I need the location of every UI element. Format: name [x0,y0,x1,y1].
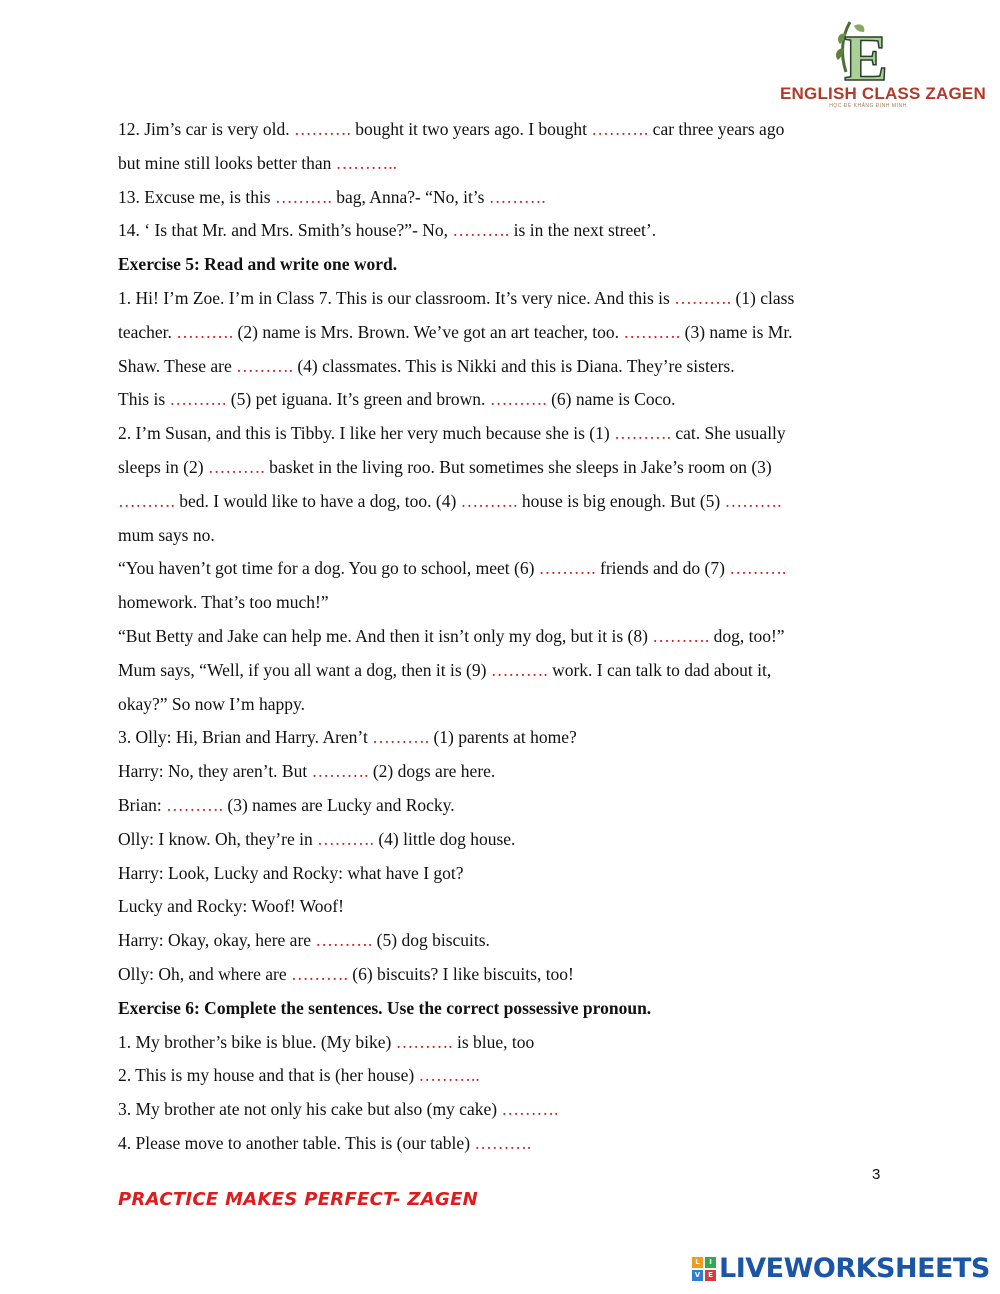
answer-blank[interactable]: ………. [166,794,223,815]
class-logo [780,14,986,110]
line-text: mum says no. [118,524,215,545]
line-text: This is [118,389,170,410]
line-text: 2. I’m Susan, and this is Tibby. I like her very much because she is (1) [118,423,615,444]
text-line [118,1093,888,1127]
line-text: Harry: Look, Lucky and Rocky: what have I got? [118,862,464,883]
line-text: (6) name is Coco. [546,389,676,410]
line-text: bought it two years ago. I bought [350,119,592,139]
line-text: 4. Please move to another table. This is (our table) [118,1132,475,1153]
line-text: Olly: I know. Oh, they’re in [118,828,318,849]
line-text: 1. My brother’s bike is blue. (My bike) [118,1031,396,1052]
line-text: bed. I would like to have a dog, too. (4) [174,490,461,511]
line-text: Harry: Okay, okay, here are [118,930,316,951]
logo-emblem-icon [780,14,956,86]
text-line [118,789,888,823]
answer-blank[interactable]: ………. [452,220,510,241]
text-line [118,282,888,316]
answer-blank[interactable]: ………. [236,355,293,376]
text-line [118,857,888,891]
text-line [118,181,888,215]
text-line [118,1127,888,1161]
line-text: work. I can talk to dad about it, [547,659,772,680]
answer-blank[interactable]: ………. [490,659,548,680]
text-line [118,316,888,350]
liveworksheets-logo-icon: L I V E [692,1257,716,1281]
answer-blank[interactable]: ………. [623,321,681,342]
text-line [118,688,888,722]
answer-blank[interactable]: ………. [275,186,332,207]
text-line [118,721,888,755]
line-text: Mum says, “Well, if you all want a dog, then it is (9) [118,659,491,680]
line-text: house is big enough. But (5) [517,490,725,511]
text-line [118,113,888,147]
line-text: sleeps in (2) [118,456,208,477]
logo-title: ENGLISH CLASS ZAGEN [780,84,986,103]
text-line [118,519,888,553]
answer-blank[interactable]: ………. [293,119,351,139]
text-line [118,924,888,958]
text-line [118,620,888,654]
exercise-heading [118,248,888,282]
answer-blank[interactable]: ……….. [418,1065,480,1086]
line-text: (1) parents at home? [429,727,577,748]
brand-name: LIVEWORKSHEETS [719,1253,990,1284]
line-text: 3. Olly: Hi, Brian and Harry. Aren’t [118,727,373,748]
text-line [118,350,888,384]
answer-blank[interactable]: ………. [460,490,518,511]
answer-blank[interactable]: ………. [395,1031,453,1052]
answer-blank[interactable]: ………. [291,963,348,984]
answer-blank[interactable]: ………. [652,625,710,646]
text-line [118,485,888,519]
line-text: is blue, too [452,1031,535,1052]
text-line [118,1026,888,1060]
text-line [118,417,888,451]
text-line [118,1059,888,1093]
text-line [118,890,888,924]
line-text: Exercise 5: Read and write one word. [118,254,398,275]
answer-blank[interactable]: ………. [674,287,732,308]
answer-blank[interactable]: ……….. [335,152,398,173]
answer-blank[interactable]: ………. [118,490,175,511]
line-text: Exercise 6: Complete the sentences. Use the correct possessive pronoun. [118,997,652,1018]
line-text: friends and do (7) [595,558,730,579]
answer-blank[interactable]: ………. [207,456,265,477]
line-text: Olly: Oh, and where are [118,963,291,984]
answer-blank[interactable]: ………. [538,558,596,579]
line-text: is in the next street’. [509,220,657,241]
line-text: teacher. [118,321,177,342]
logo-subtitle: HỌC ĐỂ KHẲNG ĐỊNH MÌNH [829,103,907,109]
answer-blank[interactable]: ………. [488,186,546,207]
line-text: (5) dog biscuits. [372,930,490,951]
text-line [118,755,888,789]
line-text: “But Betty and Jake can help me. And then it isn’t only my dog, but it is (8) [118,625,653,646]
line-text: homework. That’s too much!” [118,592,329,613]
line-text: but mine still looks better than [118,152,336,173]
text-line [118,586,888,620]
answer-blank[interactable]: ………. [501,1099,559,1120]
worksheet-body [118,113,888,1161]
answer-blank[interactable]: ………. [729,558,787,579]
line-text: 2. This is my house and that is (her house) [118,1065,419,1086]
line-text: (2) dogs are here. [368,761,496,782]
line-text: 12. Jim’s car is very old. [118,119,294,139]
answer-blank[interactable]: ………. [614,423,671,444]
line-text: (2) name is Mrs. Brown. We’ve got an art teacher, too. [233,321,624,342]
line-text: Shaw. These are [118,355,237,376]
answer-blank[interactable]: ………. [176,321,234,342]
line-text: (4) classmates. This is Nikki and this is Diana. They’re sisters. [292,355,735,376]
answer-blank[interactable]: ………. [317,828,374,849]
line-text: 13. Excuse me, is this [118,186,275,207]
text-line [118,958,888,992]
line-text: Lucky and Rocky: Woof! Woof! [118,896,344,917]
line-text: 3. My brother ate not only his cake but also (my cake) [118,1099,502,1120]
text-line [118,147,888,181]
answer-blank[interactable]: ………. [724,490,782,511]
line-text: (3) name is Mr. [680,321,793,342]
page-number: 3 [872,1166,881,1183]
text-line [118,823,888,857]
answer-blank[interactable]: ………. [315,930,373,951]
line-text: (5) pet iguana. It’s green and brown. [226,389,490,410]
text-line [118,552,888,586]
line-text: Brian: [118,794,167,815]
answer-blank[interactable]: ………. [169,389,227,410]
line-text: basket in the living roo. But sometimes she sleeps in Jake’s room on (3) [264,456,772,477]
line-text: (3) names are Lucky and Rocky. [223,794,455,815]
line-text: (6) biscuits? I like biscuits, too! [347,963,574,984]
line-text: 14. ‘ Is that Mr. and Mrs. Smith’s house?”- No, [118,220,453,241]
line-text: (4) little dog house. [373,828,516,849]
line-text: cat. She usually [670,423,786,444]
answer-blank[interactable]: ………. [474,1132,532,1153]
exercise-heading [118,992,888,1026]
answer-blank[interactable]: ………. [311,761,369,782]
text-line [118,451,888,485]
line-text: dog, too!” [709,625,785,646]
answer-blank[interactable]: ………. [591,119,649,139]
line-text: “You haven’t got time for a dog. You go to school, meet (6) [118,558,539,579]
answer-blank[interactable]: ………. [489,389,547,410]
line-text: car three years ago [648,119,785,139]
liveworksheets-brand[interactable] [692,1254,990,1284]
answer-blank[interactable]: ………. [372,727,430,748]
text-line [118,214,888,248]
text-line [118,654,888,688]
line-text: okay?” So now I’m happy. [118,693,305,714]
line-text: 1. Hi! I’m Zoe. I’m in Class 7. This is our classroom. It’s very nice. And this is [118,287,675,308]
svg-text:E: E [843,22,889,86]
line-text: (1) class [731,287,795,308]
line-text: Harry: No, they aren’t. But [118,761,312,782]
line-text: bag, Anna?- “No, it’s [331,186,489,207]
text-line [118,383,888,417]
footer-motto: PRACTICE MAKES PERFECT- ZAGEN [118,1189,479,1210]
